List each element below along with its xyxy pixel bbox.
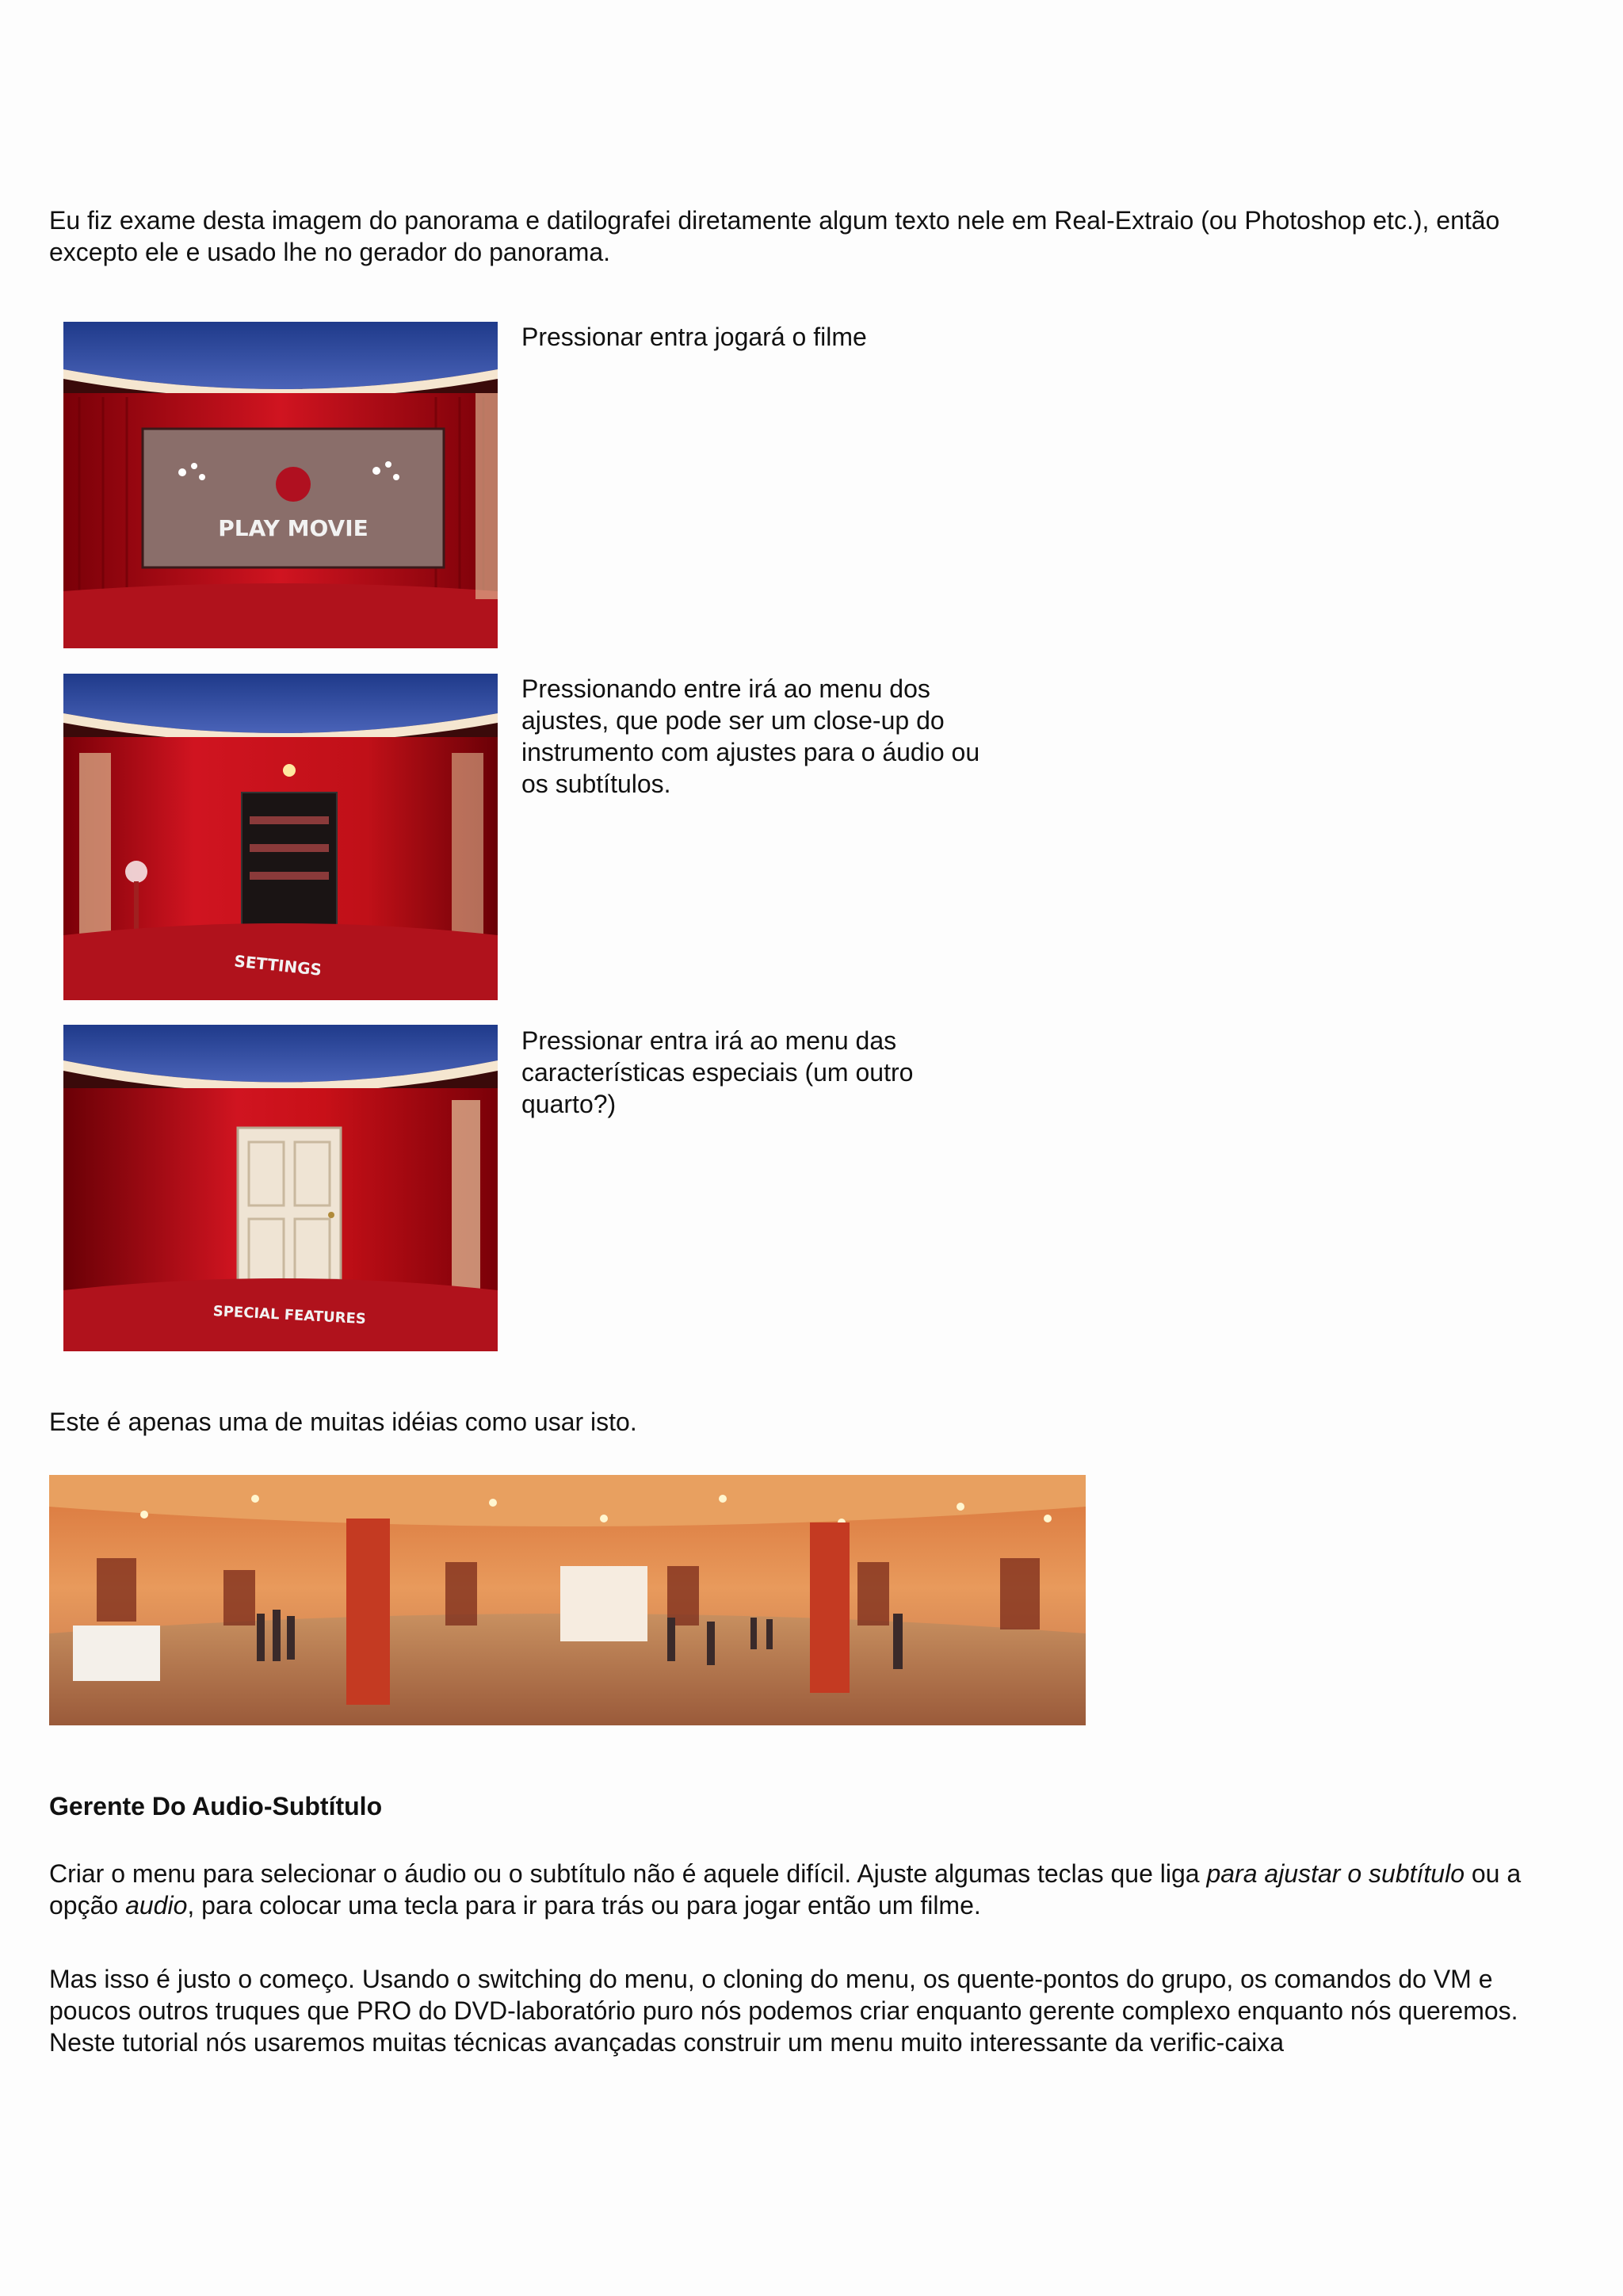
- section-paragraph-2: Mas isso é justo o começo. Usando o switching do menu, o cloning do menu, os quente-pontos do grupo, os comandos do VM e poucos outros truques que PRO do DVD-laboratório puro nós podemos criar enquanto gerente complexo enquanto nós queremos. Neste tutorial nós usaremos muitas técnicas avançadas construir um menu muito interessante da verific-caixa: [49, 1965, 1518, 2057]
- special-features-caption: Pressionar entra irá ao menu das características especiais (um outro quarto?): [521, 1026, 914, 1118]
- svg-text:SPECIAL FEATURES: SPECIAL FEATURES: [212, 1302, 367, 1328]
- svg-text:SETTINGS: SETTINGS: [233, 951, 323, 980]
- settings-room-image: [63, 674, 498, 1000]
- section-heading: Gerente Do Audio-Subtítulo: [49, 1792, 383, 1820]
- note-paragraph: Este é apenas uma de muitas idéias como usar isto.: [49, 1408, 637, 1436]
- play-movie-caption: Pressionar entra jogará o filme: [521, 323, 867, 351]
- lobby-panorama-image: [49, 1475, 1086, 1725]
- settings-caption: Pressionando entre irá ao menu dos ajustes, que pode ser um close-up do instrumento com ajustes para o áudio ou os subtítulos.: [521, 674, 980, 798]
- svg-text:PLAY MOVIE: PLAY MOVIE: [218, 515, 369, 541]
- play-movie-room-image: [63, 322, 498, 648]
- intro-paragraph: Eu fiz exame desta imagem do panorama e datilografei diretamente algum texto nele em Real-Extraio (ou Photoshop etc.), então excepto ele e usado lhe no gerador do panorama.: [49, 206, 1500, 266]
- section-paragraph-1: Criar o menu para selecionar o áudio ou o subtítulo não é aquele difícil. Ajuste algumas teclas que liga para ajustar o subtítulo ou a opção audio, para colocar uma tecla para ir para trás ou para jogar então um filme.: [49, 1859, 1522, 1920]
- special-features-room-image: [63, 1025, 498, 1351]
